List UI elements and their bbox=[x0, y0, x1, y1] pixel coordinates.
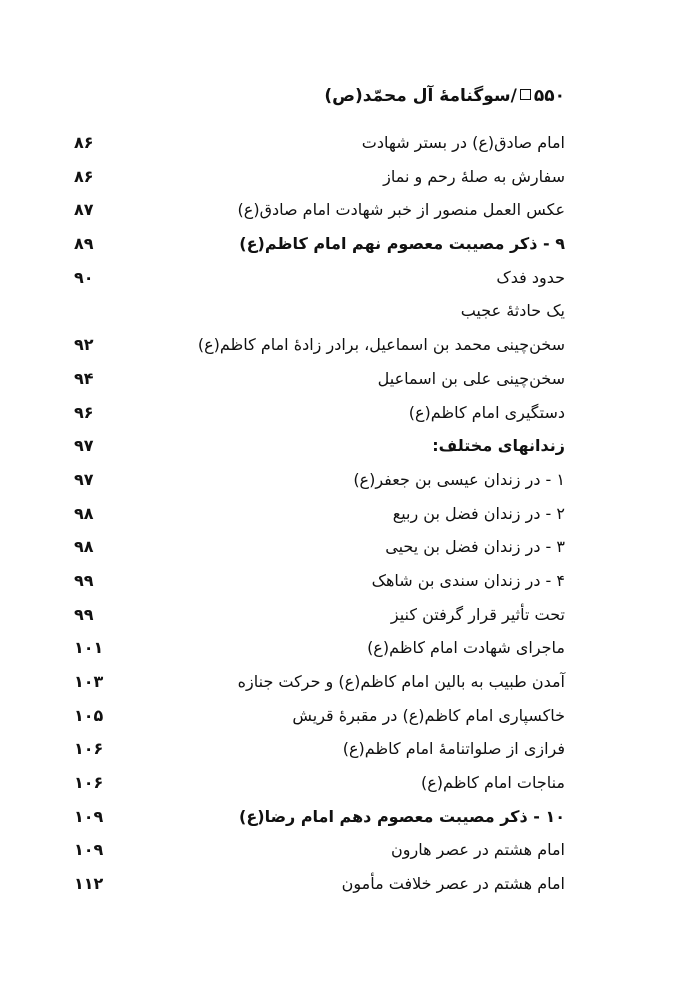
toc-entry-title: ۳ - در زندان فضل بن یحیی bbox=[385, 537, 565, 557]
toc-row bbox=[0, 705, 700, 739]
toc-row bbox=[0, 503, 700, 537]
toc-page-number: ۹۹ bbox=[74, 604, 94, 624]
toc-row bbox=[0, 267, 700, 301]
square-ornament-icon bbox=[520, 89, 531, 100]
toc-page-number: ۹۹ bbox=[74, 570, 94, 590]
running-header bbox=[324, 86, 565, 106]
toc-row bbox=[0, 469, 700, 503]
toc-entry-title: مناجات امام کاظم(ع) bbox=[421, 773, 565, 793]
toc-page-number: ۹۶ bbox=[74, 402, 94, 422]
toc-page-number: ۱۰۹ bbox=[74, 840, 104, 860]
toc-row bbox=[0, 166, 700, 200]
toc-entry-title: ۴ - در زندان سندی بن شاهک bbox=[371, 570, 565, 590]
toc-page-number: ۹۷ bbox=[74, 469, 94, 489]
toc-entry-title: آمدن طبیب به بالین امام کاظم(ع) و حرکت جنازه bbox=[237, 672, 565, 691]
toc-entry-title: خاکسپاری امام کاظم(ع) در مقبرهٔ قریش bbox=[292, 705, 565, 725]
toc-entry-title: سخن‌چینی محمد بن اسماعیل، برادر زادهٔ امام کاظم(ع) bbox=[197, 335, 565, 355]
toc-row bbox=[0, 738, 700, 772]
toc-entry-title: عکس العمل منصور از خبر شهادت امام صادق(ع) bbox=[237, 200, 565, 220]
toc-row bbox=[0, 806, 700, 840]
toc-entry-title: تحت تأثیر قرار گرفتن کنیز bbox=[390, 604, 565, 624]
toc-row bbox=[0, 873, 700, 907]
toc-entry-title: ماجرای شهادت امام کاظم(ع) bbox=[367, 638, 565, 658]
toc-page-number: ۹۲ bbox=[74, 335, 94, 355]
toc-entry-title: امام هشتم در عصر هارون bbox=[391, 840, 565, 860]
toc-page-number: ۱۰۳ bbox=[74, 672, 104, 691]
toc-row bbox=[0, 199, 700, 233]
toc-page-number: ۱۰۵ bbox=[74, 705, 104, 725]
toc-page-number: ۱۰۶ bbox=[74, 773, 104, 793]
toc-page-number: ۹۸ bbox=[74, 503, 94, 523]
table-of-contents bbox=[0, 132, 700, 907]
header-page-number: ۵۵۰ bbox=[533, 86, 565, 106]
toc-row bbox=[0, 435, 700, 469]
toc-page-number: ۸۶ bbox=[74, 166, 94, 186]
toc-entry-title: سخن‌چینی علی بن اسماعیل bbox=[377, 368, 565, 388]
toc-row bbox=[0, 637, 700, 671]
header-separator: / bbox=[510, 86, 517, 106]
toc-row bbox=[0, 839, 700, 873]
toc-page-number: ۱۰۶ bbox=[74, 739, 104, 759]
toc-page-number: ۸۶ bbox=[74, 133, 94, 152]
toc-page-number: ۱۰۱ bbox=[74, 638, 104, 658]
toc-row bbox=[0, 132, 700, 166]
toc-entry-title: حدود فدک bbox=[496, 267, 565, 287]
toc-page-number: ۹۸ bbox=[74, 537, 94, 557]
toc-section-heading: ۹ - ذکر مصیبت معصوم نهم امام کاظم(ع) bbox=[239, 234, 565, 254]
toc-page-number: ۱۱۲ bbox=[74, 874, 104, 894]
toc-entry-title: ۲ - در زندان فضل بن ربیع bbox=[392, 503, 565, 523]
toc-row bbox=[0, 570, 700, 604]
toc-row bbox=[0, 334, 700, 368]
toc-entry-title: سفارش به صلهٔ رحم و نماز bbox=[383, 166, 565, 186]
toc-page-number: ۸۷ bbox=[74, 200, 94, 220]
toc-row bbox=[0, 772, 700, 806]
toc-row bbox=[0, 233, 700, 267]
toc-page-number: ۹۴ bbox=[74, 368, 94, 388]
header-book-title: سوگنامهٔ آل محمّد(ص) bbox=[324, 86, 511, 106]
toc-page-number: ۹۷ bbox=[74, 436, 94, 456]
toc-section-heading: زندانهای مختلف: bbox=[432, 436, 565, 456]
toc-entry-title: دستگیری امام کاظم(ع) bbox=[408, 402, 565, 422]
toc-row bbox=[0, 604, 700, 638]
toc-entry-title: امام هشتم در عصر خلافت مأمون bbox=[341, 874, 565, 894]
toc-entry-title: فرازی از صلواتنامهٔ امام کاظم(ع) bbox=[342, 739, 565, 759]
toc-section-heading: ۱۰ - ذکر مصیبت معصوم دهم امام رضا(ع) bbox=[239, 806, 565, 826]
toc-row bbox=[0, 368, 700, 402]
toc-entry-title: ۱ - در زندان عیسی بن جعفر(ع) bbox=[353, 469, 565, 489]
toc-row bbox=[0, 402, 700, 436]
toc-row bbox=[0, 300, 700, 334]
toc-page-number: ۹۰ bbox=[74, 267, 94, 287]
toc-row bbox=[0, 536, 700, 570]
toc-entry-title: یک حادثهٔ عجیب bbox=[460, 301, 565, 321]
toc-page-number: ۸۹ bbox=[74, 234, 94, 254]
toc-row bbox=[0, 671, 700, 705]
toc-entry-title: امام صادق(ع) در بستر شهادت bbox=[361, 133, 565, 152]
toc-page-number: ۱۰۹ bbox=[74, 806, 104, 826]
